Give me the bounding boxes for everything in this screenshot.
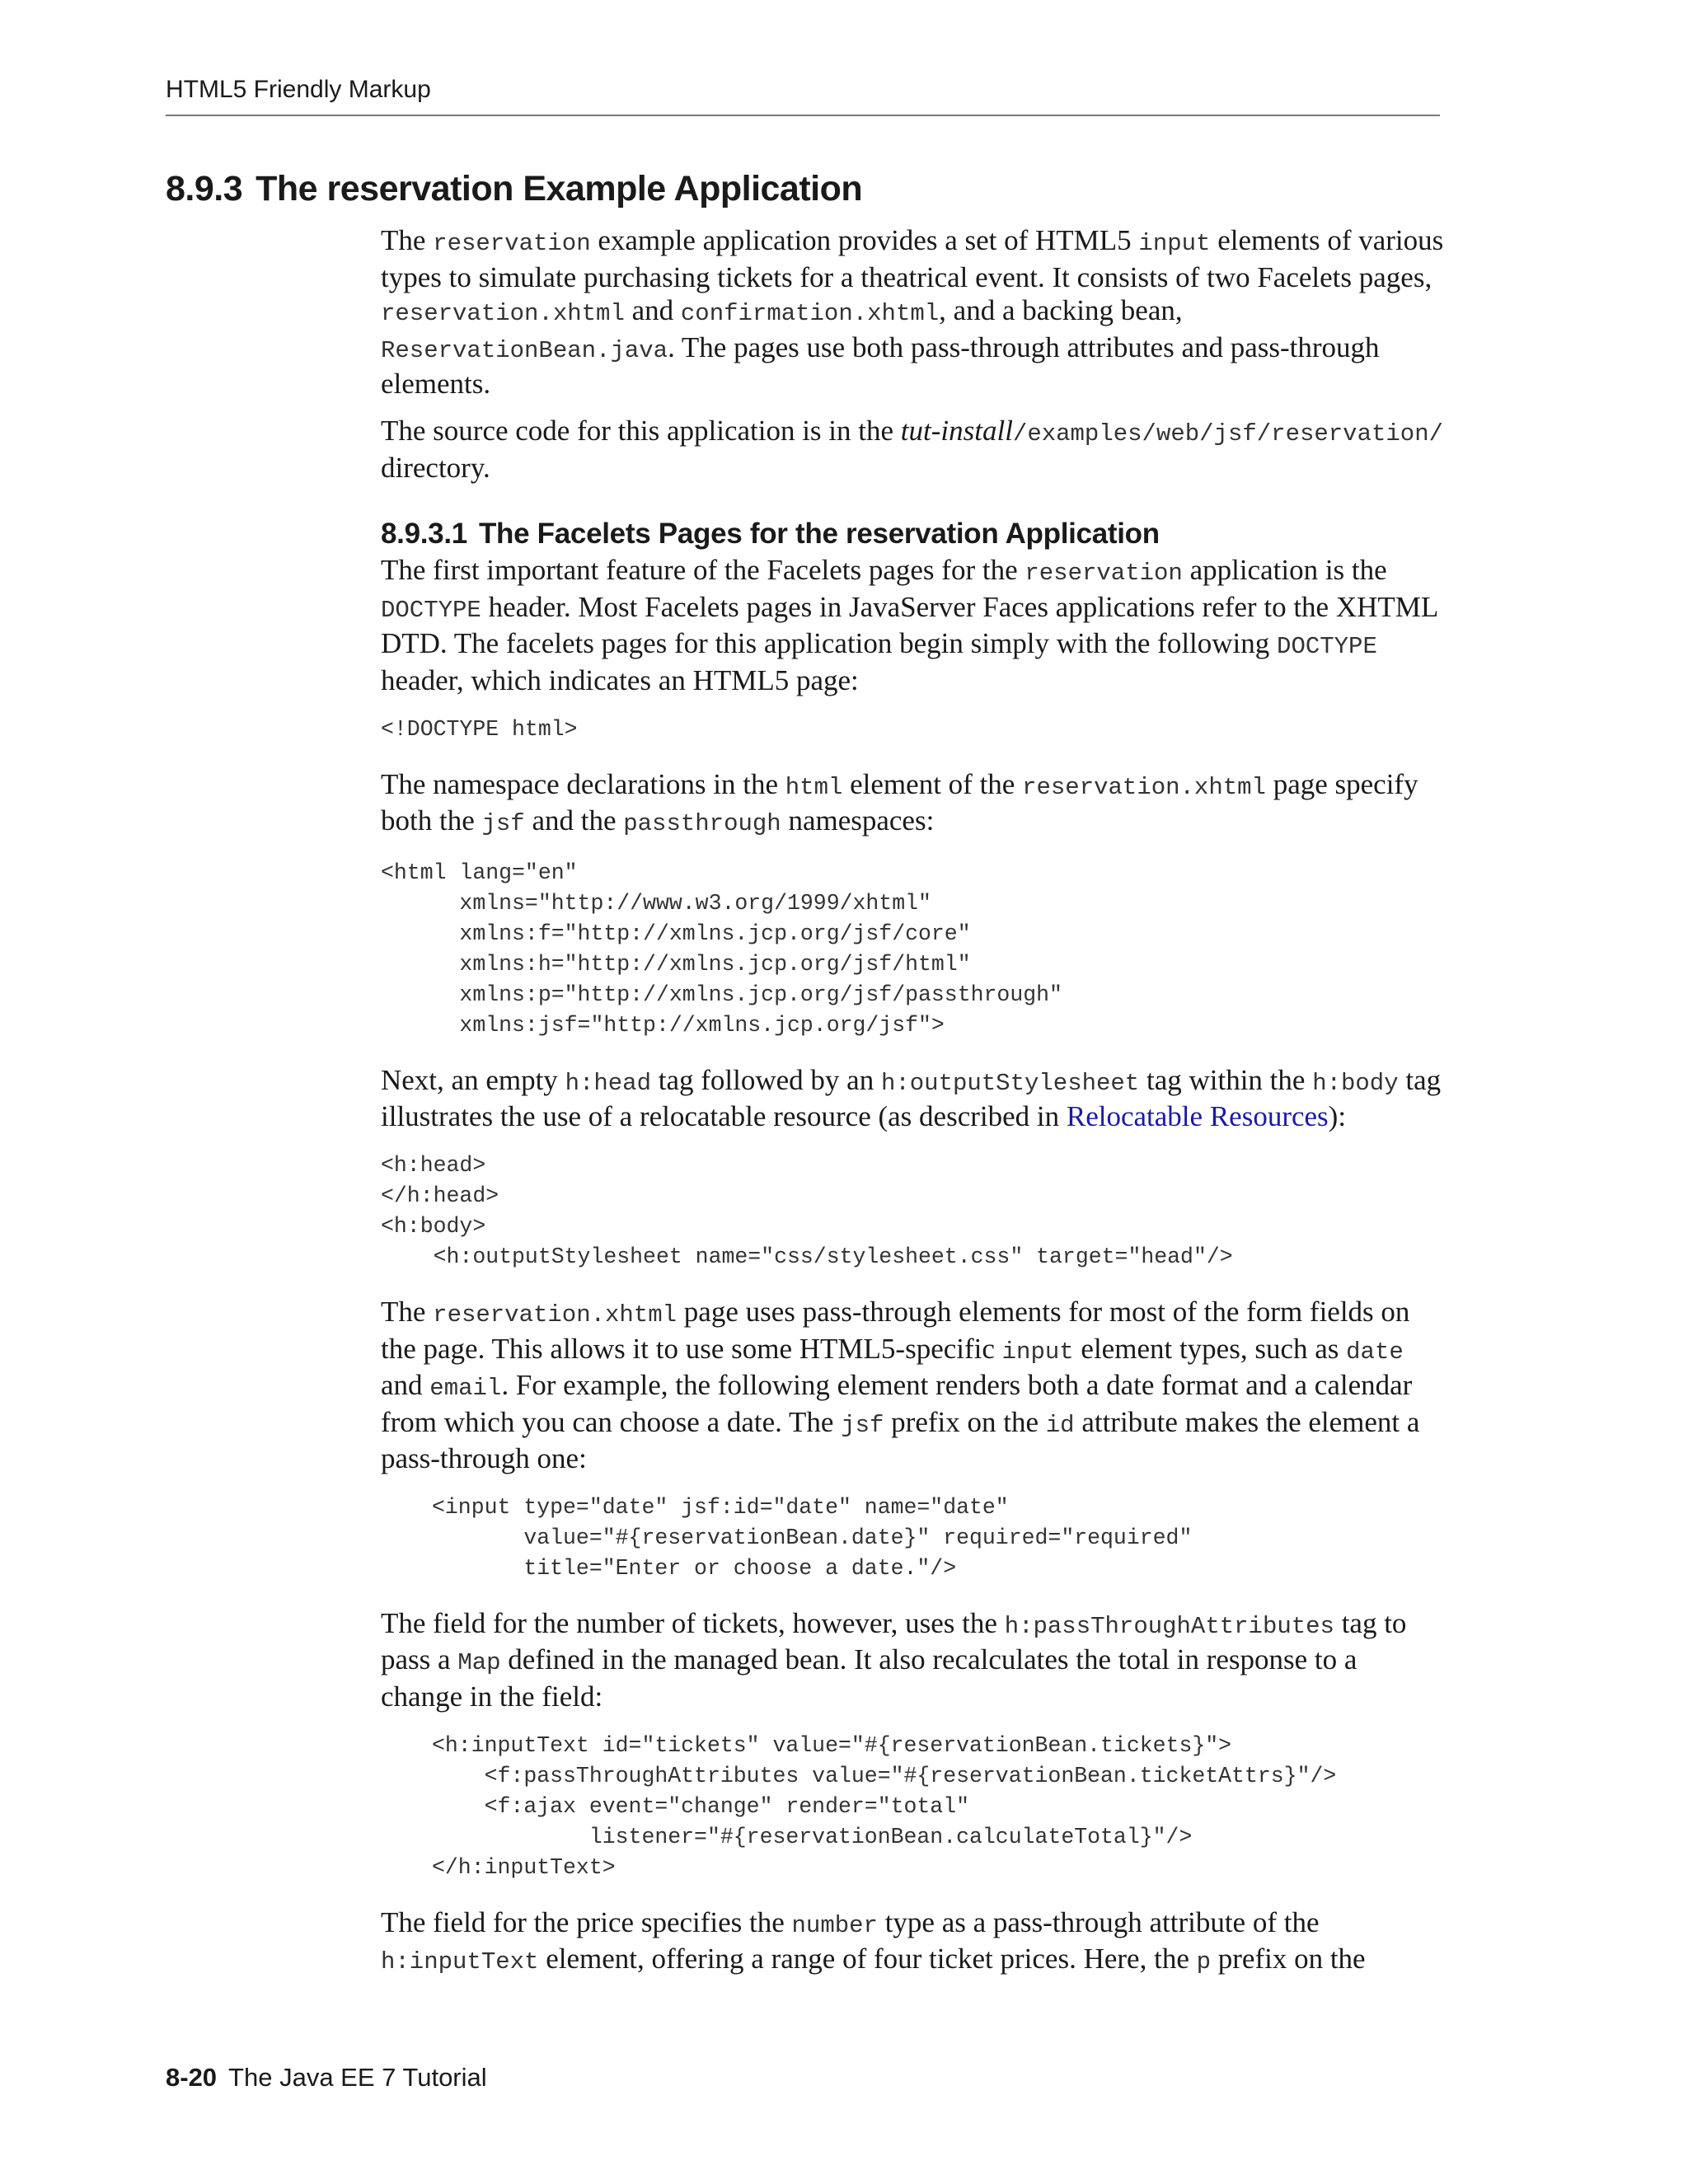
pass-through-elements-paragraph: The reservation.xhtml page uses pass-through elements for most of the form fields on the page. This allows it to use some HTML5-specific input element types, such as date and email. For example, the following element renders both a date format and a calendar from which you can choose a date. The jsf prefix on the id attribute makes the element a pass-through one:: [381, 1295, 1420, 1475]
doctype-paragraph: The first important feature of the Facelets pages for the reservation application is the DOCTYPE header. Most Facelets pages in JavaServer Faces applications refer to the XHTML DTD. The facelets pages for this application begin simply with the following DOCTYPE header, which indicates an HTML5 page:: [381, 554, 1437, 696]
page-footer: [166, 2063, 487, 2093]
subsection-title: The Facelets Pages for the reservation Application: [478, 518, 1160, 551]
relocatable-resources-link[interactable]: Relocatable Resources: [1066, 1100, 1329, 1133]
source-location-paragraph: The source code for this application is in the tut-install/examples/web/jsf/reservation/ directory.: [381, 414, 1444, 484]
intro-paragraph: The reservation example application provides a set of HTML5 input elements of various types to simulate purchasing tickets for a theatrical event. It consists of two Facelets pages, reservation.xhtml and confirmation.xhtml, and a backing bean, ReservationBean.java. The pages use both pass-through attributes and pass-through elements.: [381, 224, 1444, 401]
subsection-heading: [381, 516, 1444, 552]
namespace-paragraph: The namespace declarations in the html element of the reservation.xhtml page specify both the jsf and the passthrough namespaces:: [381, 767, 1418, 838]
running-header: HTML5 Friendly Markup: [166, 76, 431, 103]
tickets-field-paragraph: The field for the number of tickets, however, uses the h:passThroughAttributes tag to pass a Map defined in the managed bean. It also recalculates the total in response to a change in the field:: [381, 1606, 1407, 1713]
code-example-doctype: <!DOCTYPE html>: [381, 716, 578, 742]
section-number: 8.9.3: [166, 169, 243, 209]
code-example-head-body: <h:head> </h:head> <h:body> <h:outputStylesheet name="css/stylesheet.css" target="head"/>: [381, 1152, 1233, 1269]
section-title: The reservation Example Application: [256, 169, 863, 209]
main-content: [381, 224, 1444, 1980]
section-heading: [166, 169, 862, 209]
code-example-namespaces: <html lang="en" xmlns="http://www.w3.org/1999/xhtml" xmlns:f="http://xmlns.jcp.org/jsf/core" xmlns:h="http://xmlns.jcp.org/jsf/html" xmlns:p="http://xmlns.jcp.org/jsf/passthrough" xmlns:jsf="http://xmlns.jcp.org/jsf">: [381, 860, 1062, 1038]
header-rule: [166, 115, 1440, 116]
code-example-tickets-input: <h:inputText id="tickets" value="#{reservationBean.tickets}"> <f:passThroughAttributes value="#{reservationBean.ticketAttrs}"/> <f:ajax event="change" render="total" listener="#{reservationBean.calculateTotal}"/> </h:inputText>: [432, 1732, 1337, 1880]
book-title: The Java EE 7 Tutorial: [228, 2063, 487, 2092]
code-example-date-input: <input type="date" jsf:id="date" name="date" value="#{reservationBean.date}" required="required" title="Enter or choose a date."/>: [432, 1494, 1193, 1581]
stylesheet-paragraph: Next, an empty h:head tag followed by an h:outputStylesheet tag within the h:body tag illustrates the use of a relocatable resource (as described in Relocatable Resources):: [381, 1063, 1442, 1133]
subsection-number: 8.9.3.1: [381, 518, 467, 551]
page-number: 8-20: [166, 2063, 218, 2092]
price-field-paragraph: The field for the price specifies the number type as a pass-through attribute of the h:inputText element, offering a range of four ticket prices. Here, the p prefix on the: [381, 1905, 1366, 1976]
